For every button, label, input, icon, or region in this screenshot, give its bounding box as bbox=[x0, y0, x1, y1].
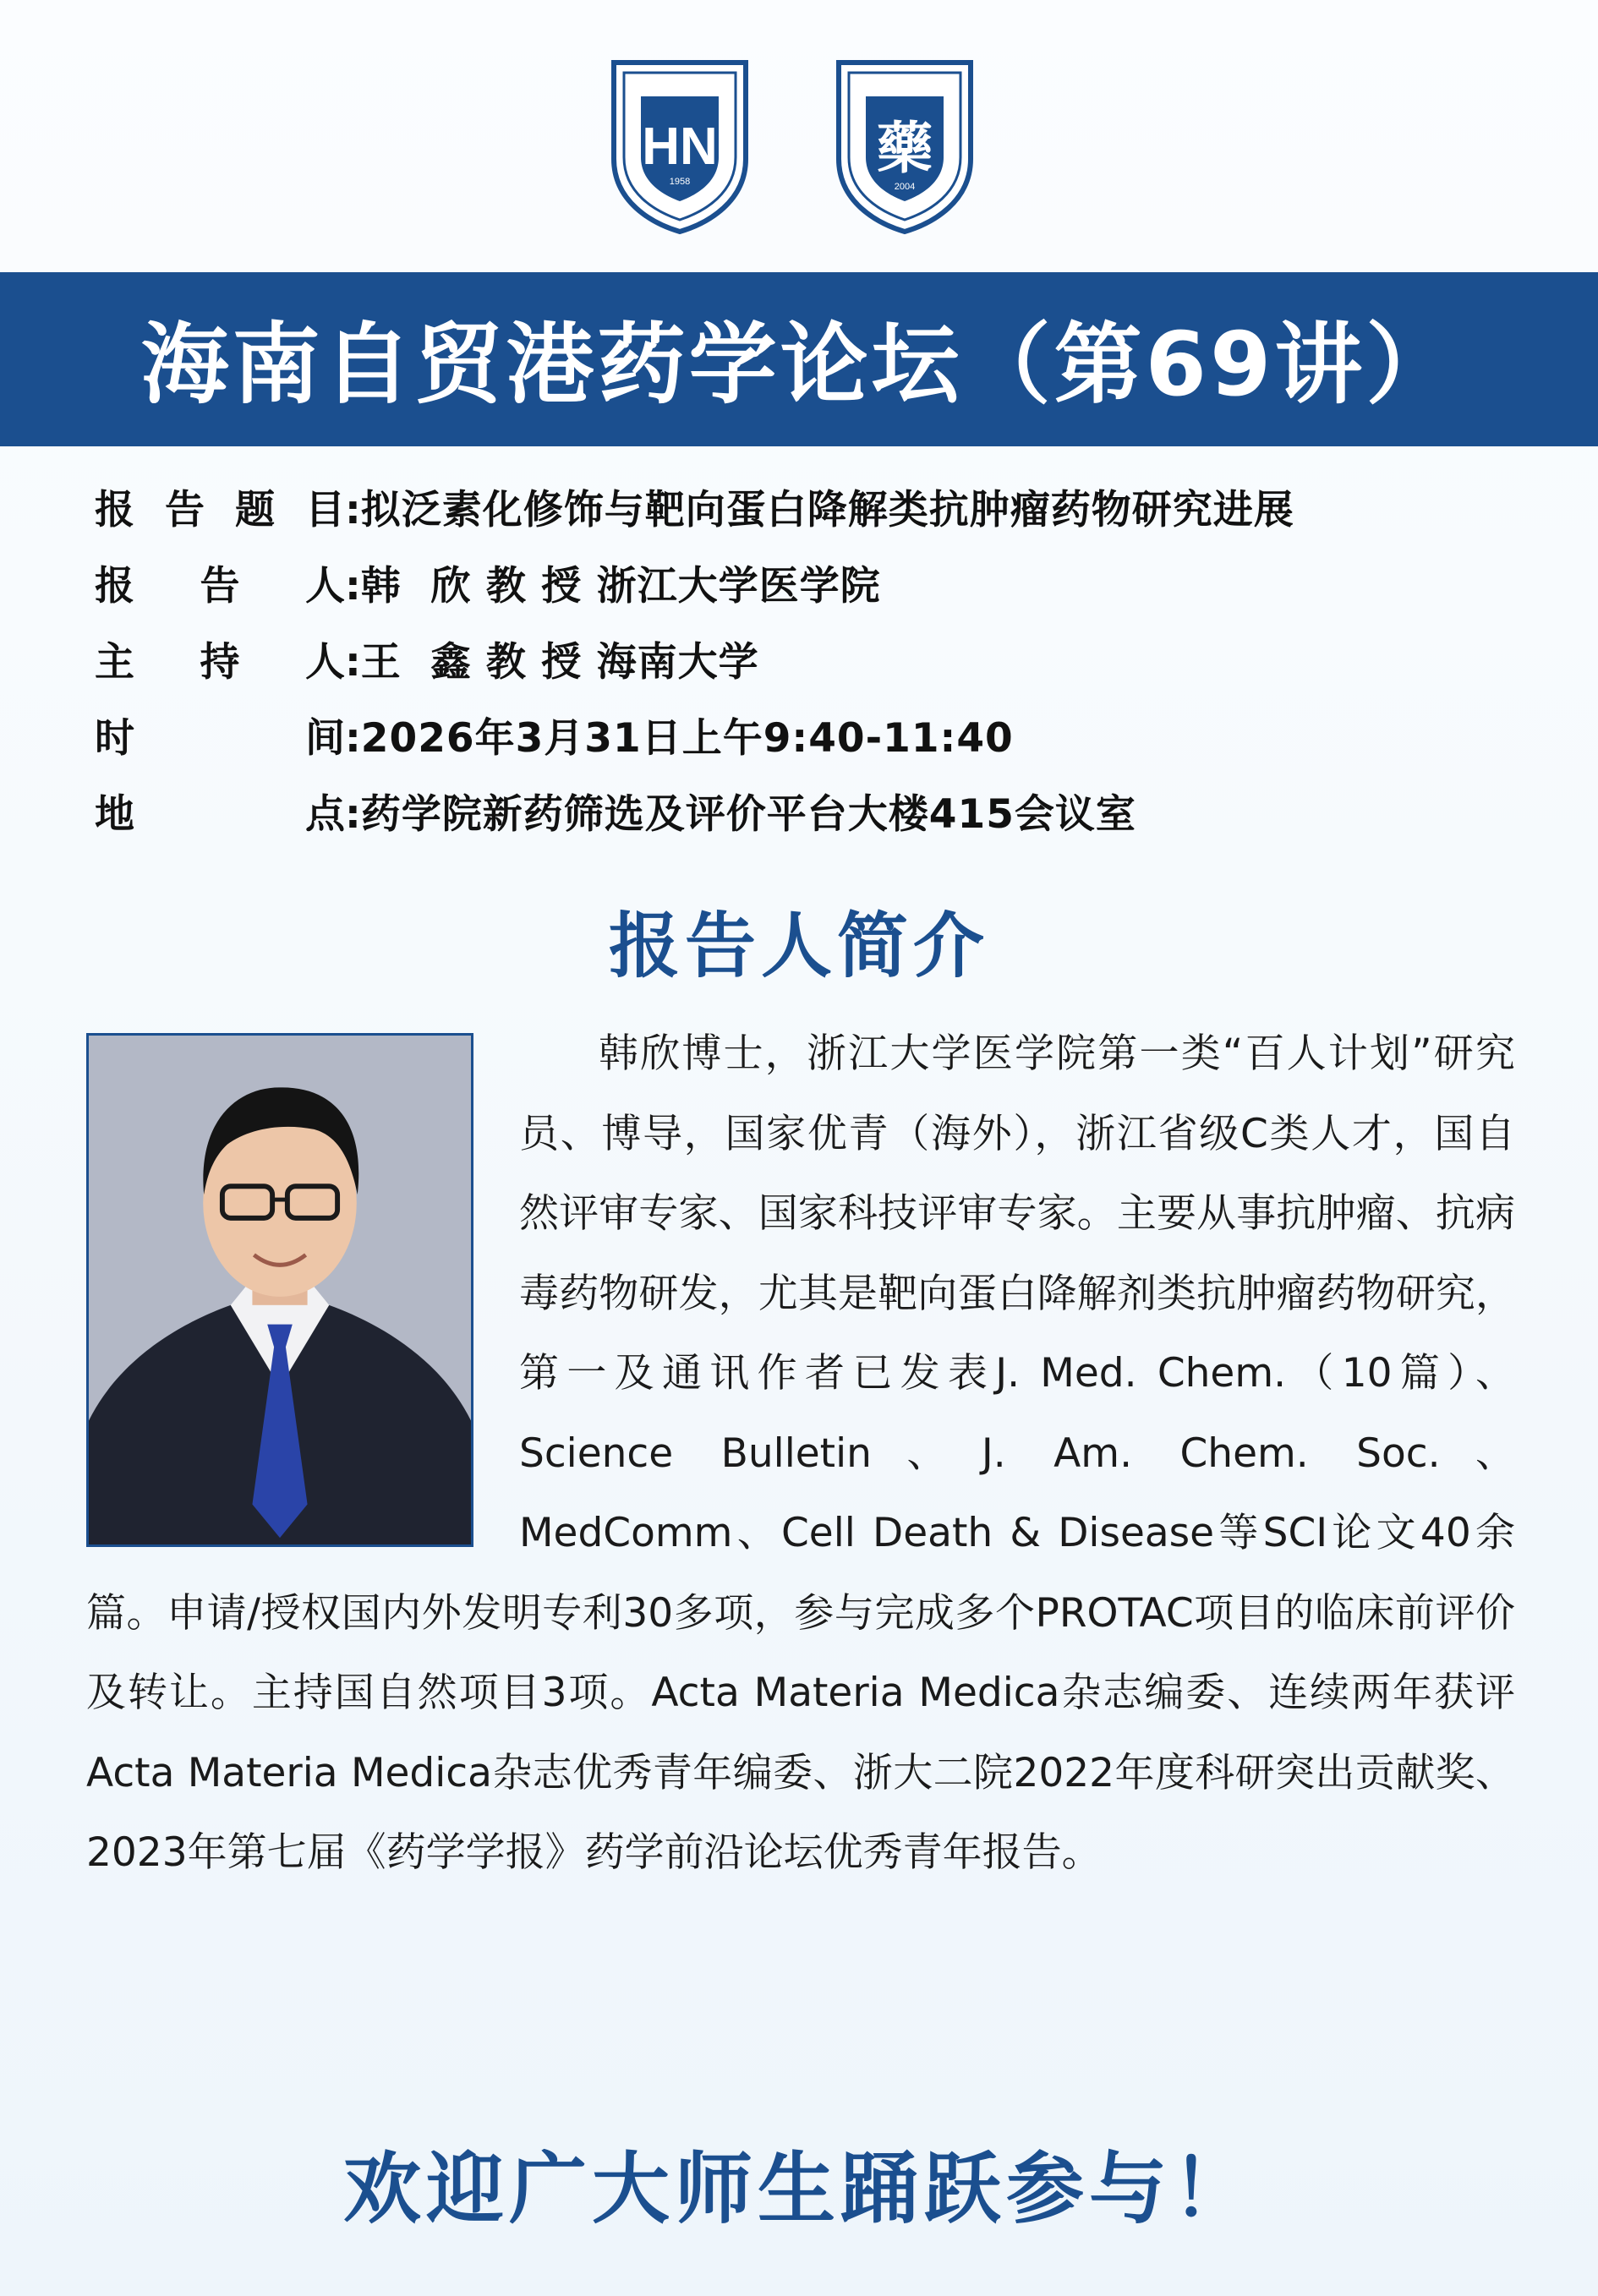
info-row-time bbox=[95, 707, 1532, 783]
label-char: 间 bbox=[305, 715, 345, 762]
pharmacy-school-logo-icon bbox=[832, 57, 977, 235]
label-char: 告 bbox=[200, 563, 240, 610]
speaker-bio bbox=[86, 1014, 1515, 1894]
info-label bbox=[95, 707, 345, 763]
info-value-speaker: 韩 欣 教 授 浙江大学医学院 bbox=[360, 563, 881, 610]
info-row-host bbox=[95, 631, 1532, 707]
label-char: 目 bbox=[305, 487, 345, 533]
photo-spacer bbox=[86, 1014, 519, 1555]
label-char: 时 bbox=[95, 715, 134, 762]
info-row-topic bbox=[95, 478, 1532, 555]
info-label bbox=[95, 783, 345, 839]
section-title: 报告人简介 bbox=[608, 905, 989, 987]
bio-text: 韩欣博士，浙江大学医学院第一类“百人计划”研究员、博导，国家优青（海外），浙江省级C类人才，国自然评审专家、国家科技评审专家。主要从事抗肿瘤、抗病毒药物研发，尤其是靶向蛋白降解剂类抗肿瘤药物研究，第一及通讯作者已发表J. Med. Chem.（10篇）、Science Bulletin、J. Am. Chem. Soc.、MedComm、Cell Death & Disease等SCI论文40余篇。申请/授权国内外发明专利30多项，参与完成多个PROTAC项目的临床前评价及转让。主持国自然项目3项。Acta Materia Medica杂志编委、连续两年获评Acta Materia Medica杂志优秀青年编委、浙大二院2022年度科研突出贡献奖、2023年第七届《药学学报》药学前沿论坛优秀青年报告。 bbox=[86, 1030, 1515, 1876]
label-char: 点 bbox=[305, 791, 345, 838]
label-char: 主 bbox=[95, 639, 134, 686]
info-label bbox=[95, 555, 345, 611]
info-colon: : bbox=[345, 791, 361, 838]
svg-text:藥: 藥 bbox=[877, 116, 933, 181]
event-info bbox=[95, 478, 1532, 859]
info-value-topic: 拟泛素化修饰与靶向蛋白降解类抗肿瘤药物研究进展 bbox=[360, 487, 1294, 533]
svg-text:2004: 2004 bbox=[894, 182, 916, 192]
welcome-message: 欢迎广大师生踊跃参与！ bbox=[342, 2144, 1255, 2234]
label-char: 告 bbox=[165, 487, 205, 533]
label-char: 持 bbox=[200, 639, 240, 686]
info-value-host: 王 鑫 教 授 海南大学 bbox=[360, 639, 759, 686]
svg-text:1958: 1958 bbox=[669, 177, 691, 187]
info-colon: : bbox=[345, 715, 361, 762]
hainan-university-logo-icon bbox=[607, 57, 752, 235]
label-char: 地 bbox=[95, 791, 134, 838]
label-char: 报 bbox=[95, 487, 134, 533]
title-banner bbox=[0, 272, 1598, 446]
svg-text:HN: HN bbox=[642, 118, 718, 176]
label-char: 题 bbox=[235, 487, 275, 533]
info-value-location: 药学院新药筛选及评价平台大楼415会议室 bbox=[360, 791, 1136, 838]
info-label bbox=[95, 478, 345, 535]
info-row-location bbox=[95, 783, 1532, 859]
info-colon: : bbox=[345, 487, 361, 533]
label-char: 报 bbox=[95, 563, 134, 610]
label-char: 人 bbox=[305, 639, 345, 686]
label-char: 人 bbox=[305, 563, 345, 610]
info-label bbox=[95, 631, 345, 687]
forum-title: 海南自贸港药学论坛（第69讲） bbox=[140, 313, 1458, 416]
info-colon: : bbox=[345, 563, 361, 610]
info-value-time: 2026年3月31日上午9:40-11:40 bbox=[360, 715, 1014, 762]
info-row-speaker bbox=[95, 555, 1532, 631]
info-colon: : bbox=[345, 639, 361, 686]
